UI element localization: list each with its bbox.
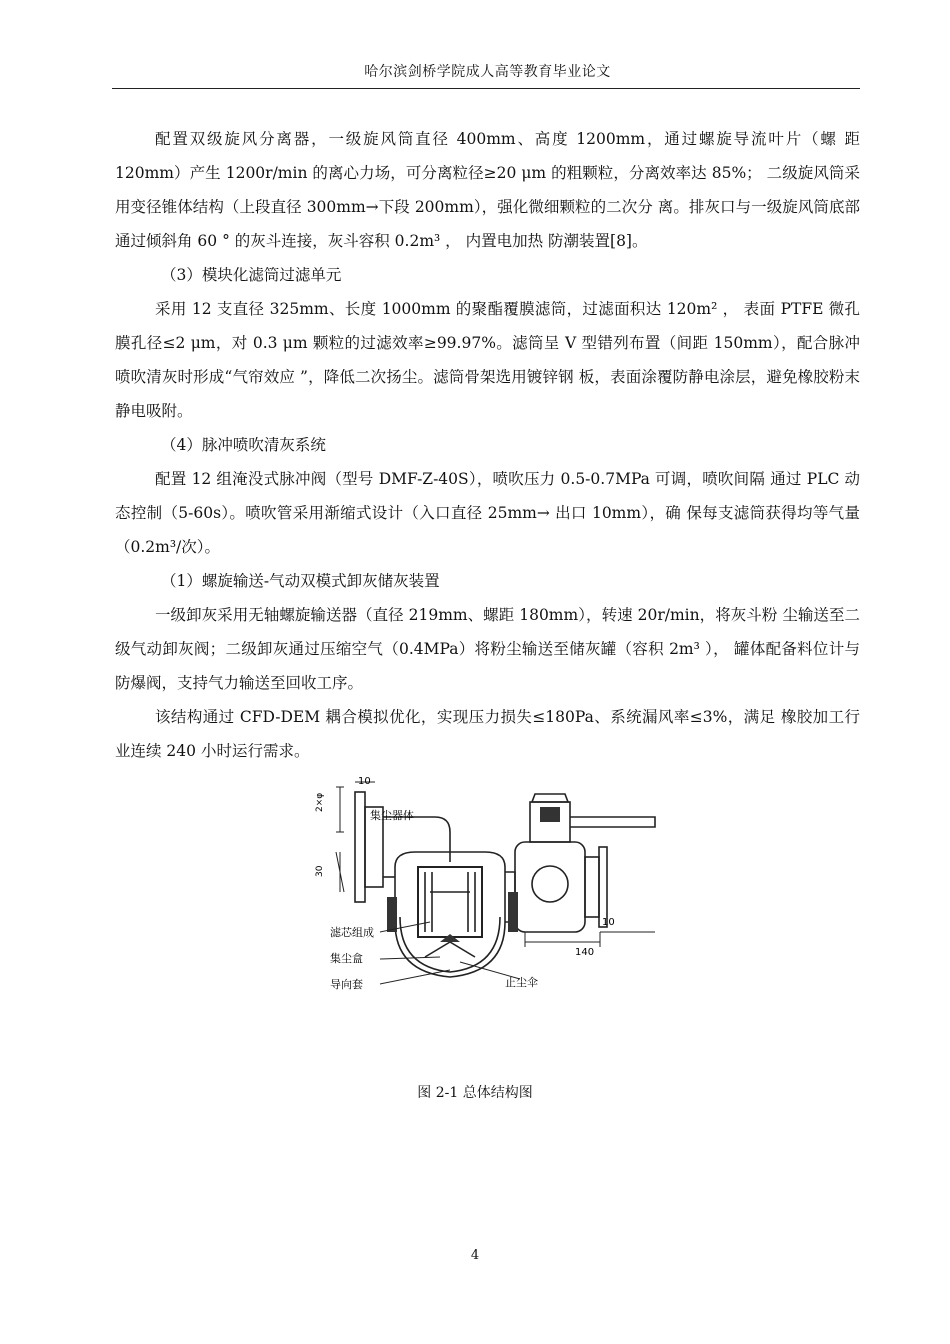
dim-top: 10 — [358, 776, 371, 787]
label-guide: 导向套 — [330, 978, 363, 991]
header-divider — [112, 88, 860, 89]
page-number: 4 — [470, 1248, 480, 1263]
paragraph: 配置双级旋风分离器，一级旋风筒直径 400mm、高度 1200mm，通过螺旋导流叶片（螺 距 120mm）产生 1200r/min 的离心力场，可分离粒径≥20 μm 的粗颗粒，分离效率达 85%； 二级旋风筒采用变径锥体结构（上段直径 300mm→下段 200mm），强化微细颗粒的二次分 离。排灰口与一级旋风筒底部通过倾斜角 60 ° 的灰斗连接，灰斗容积 0.2m³ ， 内置电加热 防潮装置[8]。 — [115, 130, 860, 250]
label-body: 集尘器体 — [370, 809, 414, 822]
body-text — [115, 122, 860, 768]
section-heading: （3）模块化滤筒过滤单元 — [161, 266, 342, 284]
label-box: 集尘盒 — [330, 952, 363, 965]
paragraph: 该结构通过 CFD-DEM 耦合模拟优化，实现压力损失≤180Pa、系统漏风率≤3%，满足 橡胶加工行业连续 240 小时运行需求。 — [115, 708, 860, 760]
label-filter: 滤芯组成 — [330, 926, 374, 939]
structure-figure — [300, 772, 662, 1006]
paragraph: 一级卸灰采用无轴螺旋输送器（直径 219mm、螺距 180mm），转速 20r/min，将灰斗粉 尘输送至二级气动卸灰阀；二级卸灰通过压缩空气（0.4MPa）将粉尘输送至储灰罐（容积 2m³ ）， 罐体配备料位计与防爆阀，支持气力输送至回收工序。 — [115, 606, 860, 692]
label-umbrella: 止尘伞 — [505, 976, 538, 989]
section-heading: （1）螺旋输送-气动双模式卸灰储灰装置 — [161, 572, 440, 590]
dim-side-top: 2×φ — [315, 792, 325, 812]
page-header: 哈尔滨剑桥学院成人高等教育毕业论文 — [364, 64, 611, 80]
paragraph: 配置 12 组淹没式脉冲阀（型号 DMF-Z-40S），喷吹压力 0.5-0.7MPa 可调，喷吹间隔 通过 PLC 动态控制（5-60s）。喷吹管采用渐缩式设计（入口直径 25mm→ 出口 10mm），确 保每支滤筒获得均等气量（0.2m³/次）。 — [115, 470, 860, 556]
dim-right-small: 10 — [602, 917, 615, 928]
dim-side-mid: 30 — [315, 865, 325, 877]
dim-right-width: 140 — [575, 947, 595, 958]
paragraph: 采用 12 支直径 325mm、长度 1000mm 的聚酯覆膜滤筒，过滤面积达 120m² ， 表面 PTFE 微孔膜孔径≤2 μm，对 0.3 μm 颗粒的过滤效率≥99.97%。滤筒呈 V 型错列布置（间距 150mm），配合脉冲喷吹清灰时形成“气帘效应 ”，降低二次扬尘。滤筒骨架选用镀锌钢 板，表面涂覆防静电涂层，避免橡胶粉末静电吸附。 — [115, 300, 860, 420]
section-heading: （4）脉冲喷吹清灰系统 — [161, 436, 326, 454]
structure-drawing — [300, 772, 662, 1006]
figure-caption: 图 2-1 总体结构图 — [417, 1085, 533, 1101]
